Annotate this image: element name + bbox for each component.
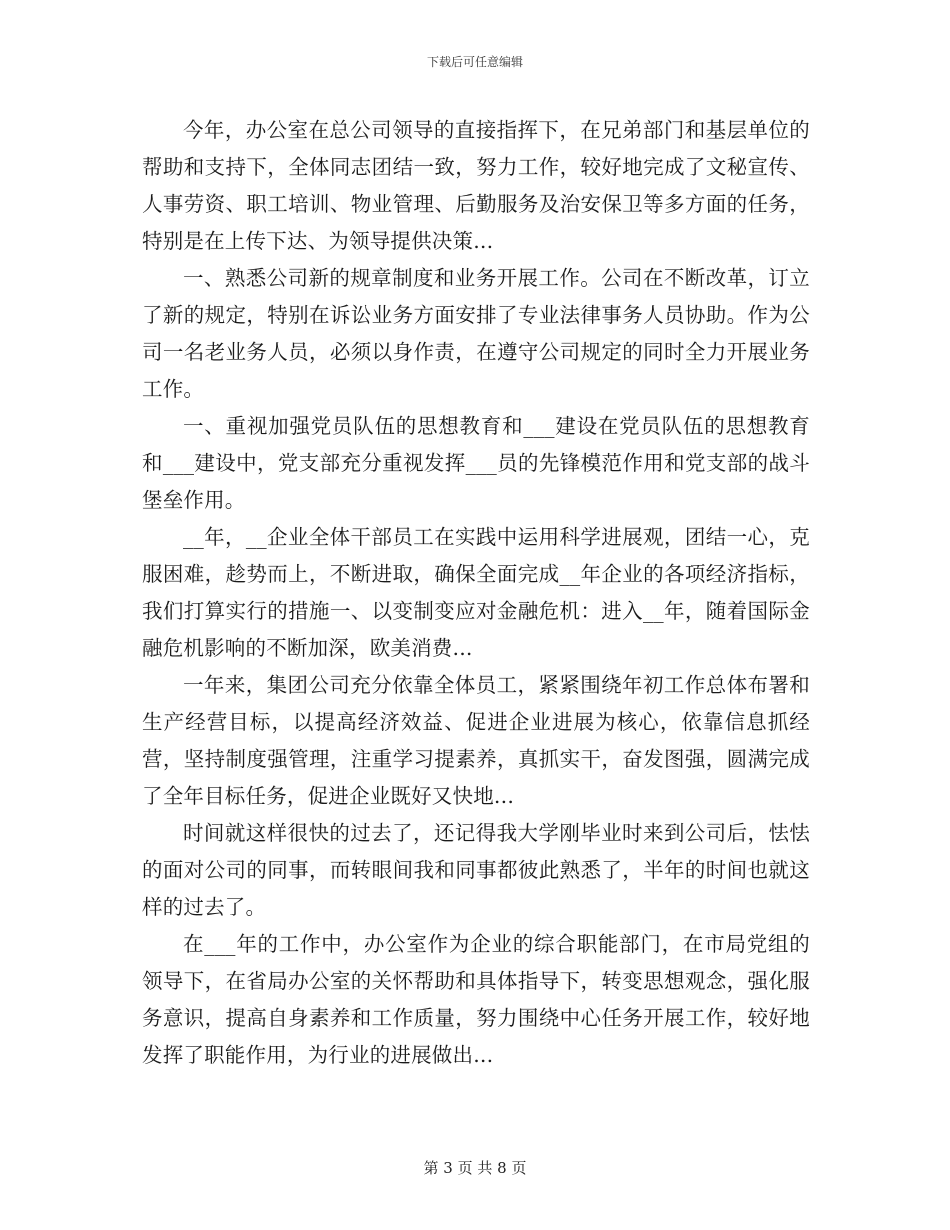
paragraph-1: 今年，办公室在总公司领导的直接指挥下，在兄弟部门和基层单位的帮助和支持下，全体同志团结一致，努力工作，较好地完成了文秘宣传、人事劳资、职工培训、物业管理、后勤服务及治安保卫等多方面的任务，特别是在上传下达、为领导提供决策... bbox=[142, 118, 810, 253]
page-number: 第 3 页 共 8 页 bbox=[423, 1159, 527, 1177]
paragraph-4: __年，__企业全体干部员工在实践中运用科学进展观，团结一心，克服困难，趁势而上，不断进取，确保全面完成__年企业的各项经济指标，我们打算实行的措施一、以变制变应对金融危机：进入__年，随着国际金融危机影响的不断加深，欧美消费... bbox=[142, 525, 810, 660]
paragraph-5: 一年来，集团公司充分依靠全体员工，紧紧围绕年初工作总体布署和生产经营目标，以提高经济效益、促进企业进展为核心，依靠信息抓经营，坚持制度强管理，注重学习提素养，真抓实干，奋发图强，圆满完成了全年目标任务，促进企业既好又快地... bbox=[142, 673, 810, 808]
page-header: 下载后可任意编辑 bbox=[426, 55, 523, 69]
paragraph-7: 在___年的工作中，办公室作为企业的综合职能部门，在市局党组的领导下，在省局办公室的关怀帮助和具体指导下，转变思想观念，强化服务意识，提高自身素养和工作质量，努力围绕中心任务开展工作，较好地发挥了职能作用，为行业的进展做出... bbox=[142, 932, 810, 1067]
paragraph-6: 时间就这样很快的过去了，还记得我大学刚毕业时来到公司后，怯怯的面对公司的同事，而转眼间我和同事都彼此熟悉了，半年的时间也就这样的过去了。 bbox=[142, 821, 810, 919]
paragraph-3: 一、重视加强党员队伍的思想教育和___建设在党员队伍的思想教育和___建设中，党支部充分重视发挥___员的先锋模范作用和党支部的战斗堡垒作用。 bbox=[142, 414, 810, 512]
paragraph-2: 一、熟悉公司新的规章制度和业务开展工作。公司在不断改革，订立了新的规定，特别在诉讼业务方面安排了专业法律事务人员协助。作为公司一名老业务人员，必须以身作责，在遵守公司规定的同时全力开展业务工作。 bbox=[142, 266, 810, 401]
document-body bbox=[142, 112, 810, 1074]
